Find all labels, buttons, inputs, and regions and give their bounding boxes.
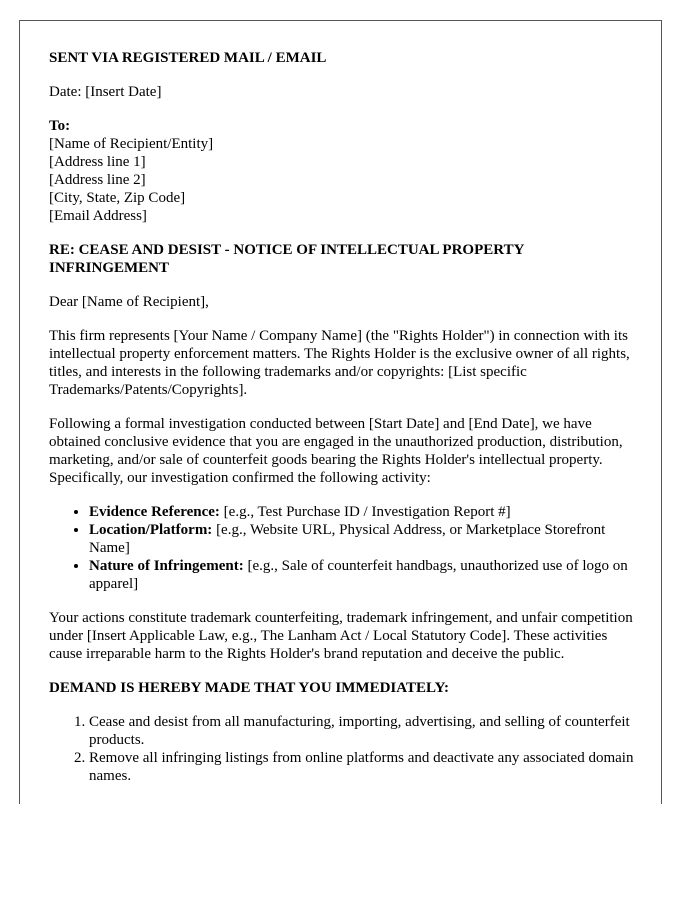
salutation: Dear [Name of Recipient],: [49, 294, 209, 310]
evidence-label: Evidence Reference:: [89, 504, 220, 520]
to-label: To:: [49, 118, 71, 134]
recipient-block: [49, 117, 639, 225]
evidence-label: Nature of Infringement:: [89, 558, 244, 574]
paragraph-violations: Your actions constitute trademark counterfeiting, trademark infringement, and unfair competition under [Insert Applicable Law, e.g., The Lanham Act / Local Statutory Code]. These activities cause irreparable harm to the Rights Holder's brand reputation and deceive the public.: [49, 610, 633, 662]
paragraph-investigation: Following a formal investigation conducted between [Start Date] and [End Date], we have obtained conclusive evidence that you are engaged in the unauthorized production, distribution, marketing, and/or sale of counterfeit goods bearing the Rights Holder's intellectual property. Specifically, our investigation confirmed the following activity:: [49, 416, 623, 486]
evidence-item: [89, 521, 639, 557]
evidence-text: [e.g., Website URL, Physical Address, or Marketplace Storefront Name]: [89, 522, 606, 556]
demand-item: 1. Cease and desist from all manufacturing, importing, advertising, and selling of counterfeit products.: [89, 713, 639, 749]
recipient-line: [Name of Recipient/Entity]: [49, 136, 214, 152]
date-line: Date: [Insert Date]: [49, 84, 162, 100]
recipient-line: [City, State, Zip Code]: [49, 190, 186, 206]
evidence-list: [49, 503, 639, 593]
demand-list: [49, 713, 639, 785]
evidence-label: Location/Platform:: [89, 522, 213, 538]
paragraph-rights-holder: This firm represents [Your Name / Company Name] (the "Rights Holder") in connection with its intellectual property enforcement matters. The Rights Holder is the exclusive owner of all rights, titles, and interests in the following trademarks and/or copyrights: [List specific Trademarks/Patents/Copyrights].: [49, 328, 630, 398]
evidence-item: [89, 503, 639, 521]
letter-content: [49, 49, 639, 785]
re-subject-line: RE: CEASE AND DESIST - NOTICE OF INTELLECTUAL PROPERTY INFRINGEMENT: [49, 242, 524, 276]
sent-via-line: SENT VIA REGISTERED MAIL / EMAIL: [49, 50, 327, 66]
evidence-item: [89, 557, 639, 593]
demand-item: 2. Remove all infringing listings from online platforms and deactivate any associated domain names.: [89, 749, 639, 785]
evidence-text: [e.g., Sale of counterfeit handbags, unauthorized use of logo on apparel]: [89, 558, 628, 592]
recipient-line: [Address line 1]: [49, 154, 146, 170]
evidence-text: [e.g., Test Purchase ID / Investigation Report #]: [219, 504, 511, 520]
recipient-line: [Email Address]: [49, 208, 147, 224]
demand-heading: DEMAND IS HEREBY MADE THAT YOU IMMEDIATELY:: [49, 680, 450, 696]
letter-page: [19, 20, 662, 804]
recipient-line: [Address line 2]: [49, 172, 146, 188]
